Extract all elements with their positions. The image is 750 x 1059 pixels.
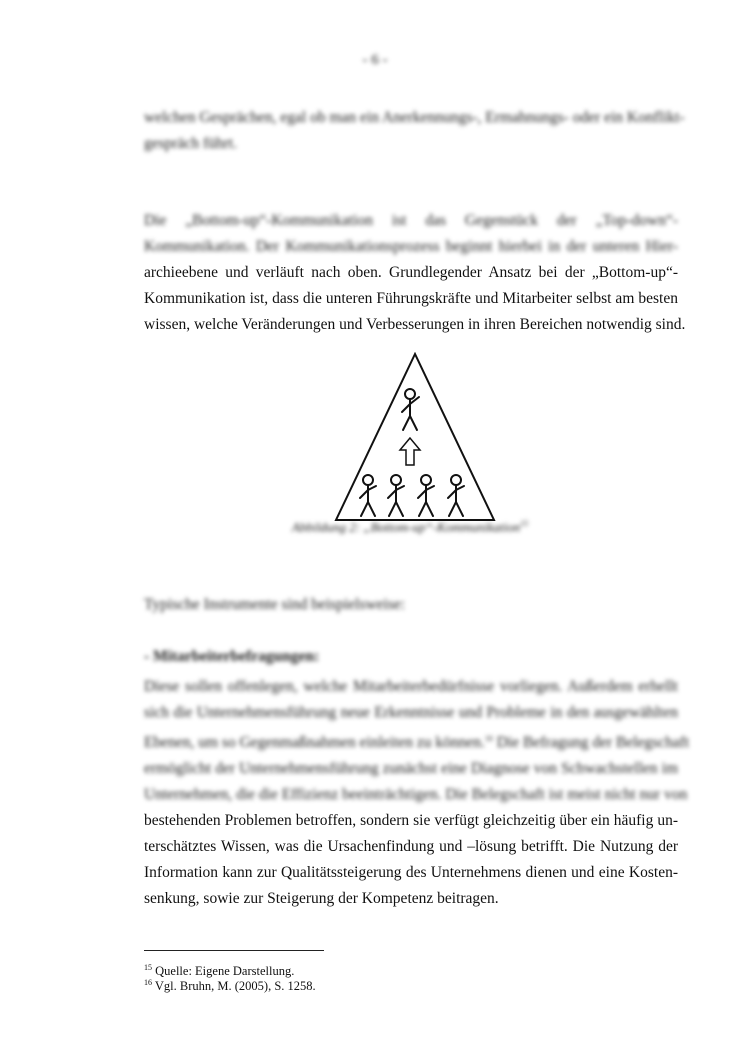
footnote-text: Quelle: Eigene Darstellung. — [155, 964, 295, 979]
text-line: Diese sollen offenlegen, welche Mitarbeiterbedürfnisse vorliegen. Außerdem erhellt — [144, 678, 678, 695]
text-line: wissen, welche Veränderungen und Verbesserungen in ihren Bereichen notwendig sind. — [144, 316, 686, 333]
bottom-person-icon — [418, 475, 434, 516]
footnote-number: 16 — [144, 978, 152, 987]
text-line: Typische Instrumente sind beispielsweise: — [144, 596, 406, 613]
section-heading: - Mitarbeiterbefragungen: — [144, 648, 320, 665]
bottom-person-icon — [388, 475, 404, 516]
text-line: gespräch führt. — [144, 135, 237, 152]
text-line: welchen Gesprächen, egal ob man ein Anerkennungs-, Ermahnungs- oder ein Konflikt- — [144, 109, 685, 126]
paragraph-intro — [144, 105, 685, 157]
text-line: bestehenden Problemen betroffen, sondern sie verfügt gleichzeitig über ein häufig un- — [144, 812, 678, 830]
footnote — [144, 975, 316, 994]
text-segment: Die Befragung der Belegschaft — [496, 734, 690, 752]
text-line: Kommunikation ist, dass die unteren Führungskräfte und Mitarbeiter selbst am besten — [144, 290, 678, 307]
bottom-up-pyramid-figure — [330, 352, 500, 524]
footnote-ref: 16 — [484, 734, 493, 743]
text-line: Kommunikation. Der Kommunikationsprozess beginnt hierbei in der unteren Hier- — [144, 238, 678, 255]
text-line: ermöglicht der Unternehmensführung zunächst eine Diagnose von Schwachstellen im — [144, 760, 678, 778]
text-line: Information kann zur Qualitätssteigerung des Unternehmens dienen und eine Kosten- — [144, 864, 678, 882]
text-segment: Ebenen, um so Gegenmaßnahmen einleiten zu können. — [144, 734, 485, 752]
paragraph-instruments — [144, 592, 678, 618]
text-line: terschätztes Wissen, was die Ursachenfindung und –lösung betrifft. Die Nutzung der — [144, 838, 678, 856]
up-arrow-icon — [400, 438, 420, 465]
text-line — [144, 726, 690, 756]
text-line: senkung, sowie zur Steigerung der Kompetenz beitragen. — [144, 890, 499, 908]
paragraph-surveys — [144, 674, 690, 912]
top-person-icon — [402, 389, 419, 430]
bottom-person-icon — [360, 475, 376, 516]
text-line: Die „Bottom-up“-Kommunikation ist das Gegenstück der „Top-down“- — [144, 212, 678, 229]
caption-text: Abbildung 2: „Bottom-up“-Kommunikation — [291, 519, 521, 535]
footnote-divider — [144, 950, 324, 951]
footnote-text: Vgl. Bruhn, M. (2005), S. 1258. — [154, 979, 316, 994]
text-line: archieebene und verläuft nach oben. Grundlegender Ansatz bei der „Bottom-up“- — [144, 264, 678, 281]
footnote-number: 15 — [144, 963, 152, 972]
bottom-person-icon — [448, 475, 464, 516]
caption-footnote-ref: 15 — [520, 519, 529, 528]
paragraph-bottom-up — [144, 208, 686, 338]
figure-caption — [290, 519, 530, 535]
text-line: Unternehmen, die die Effizienz beeinträchtigen. Die Belegschaft ist meist nicht nur von — [144, 786, 688, 804]
page-number: - 6 - — [362, 52, 388, 68]
text-line: sich die Unternehmensführung neue Erkenntnisse und Probleme in den ausgewählten — [144, 704, 678, 721]
pyramid-outline — [336, 354, 494, 520]
